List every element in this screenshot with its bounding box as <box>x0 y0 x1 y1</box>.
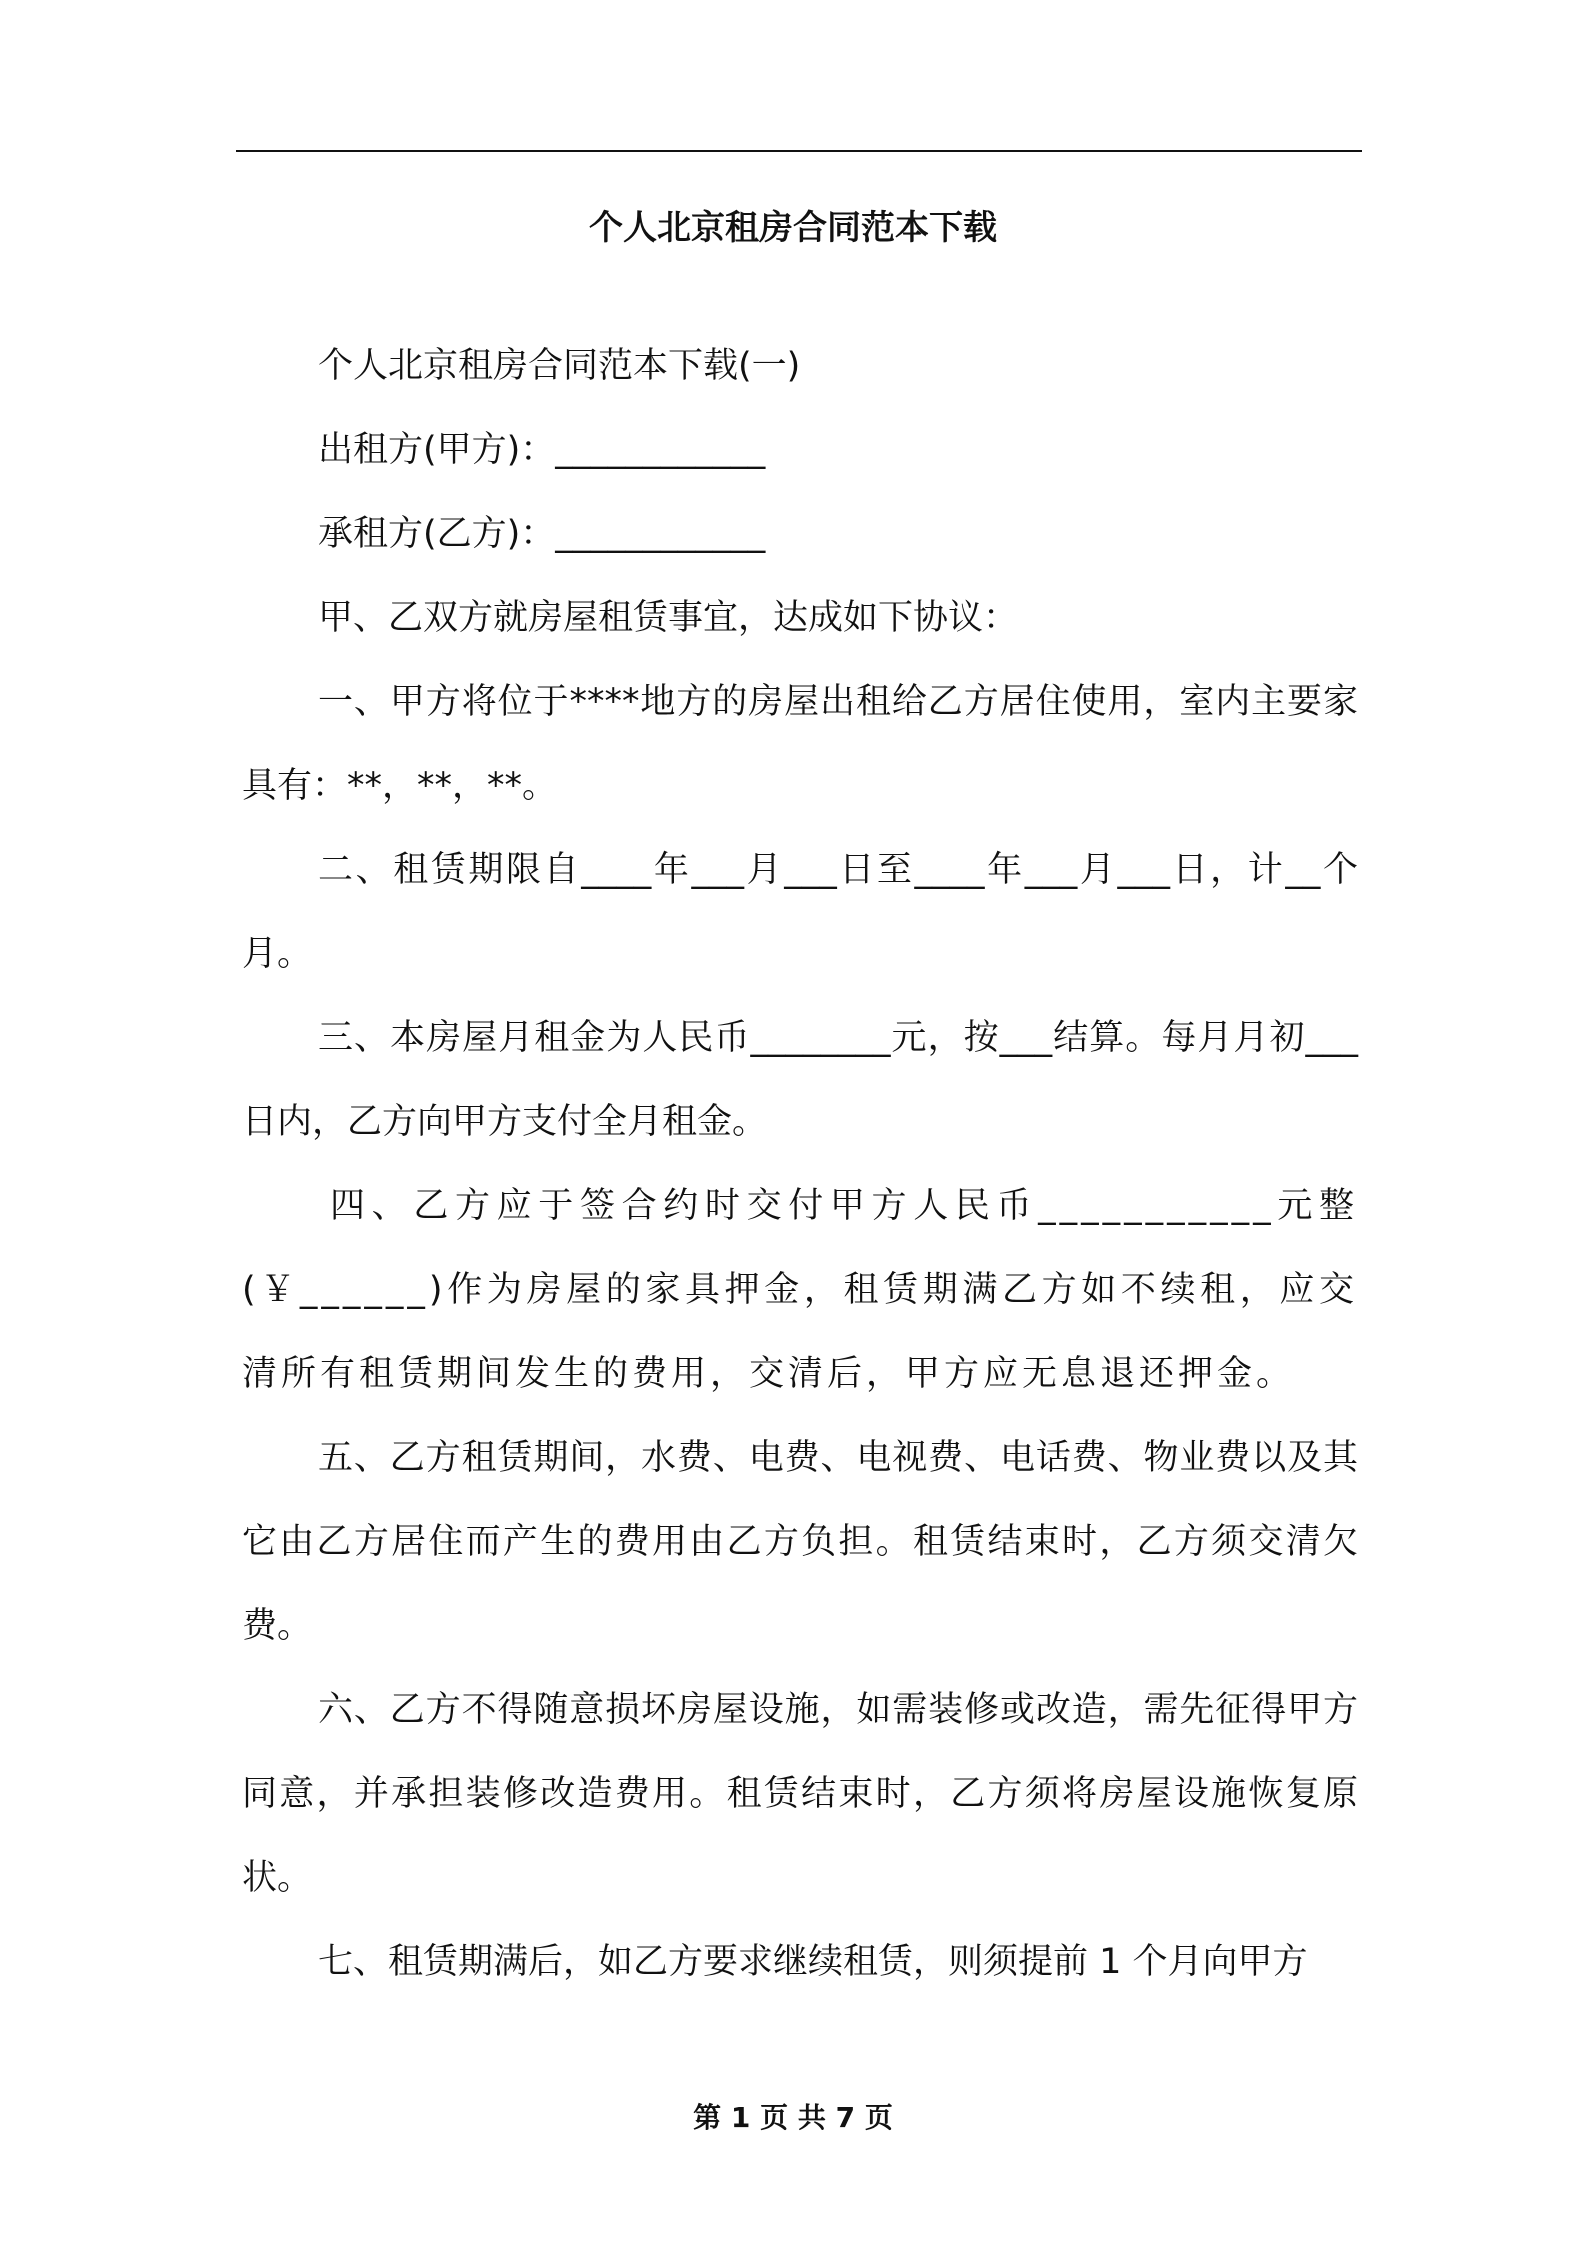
clause-5: 五、乙方租赁期间，水费、电费、电视费、电话费、物业费以及其它由乙方居住而产生的费用由乙方负担。租赁结束时，乙方须交清欠费。 <box>242 1438 1358 1646</box>
clause-1: 一、甲方将位于****地方的房屋出租给乙方居住使用，室内主要家具有：**，**，**。 <box>242 682 1358 806</box>
page-number-footer: 第 1 页 共 7 页 <box>693 2101 893 2134</box>
agreement-intro: 甲、乙双方就房屋租赁事宜，达成如下协议： <box>318 598 1019 638</box>
clause-7: 七、租赁期满后，如乙方要求继续租赁，则须提前 1 个月向甲方 <box>318 1942 1308 1982</box>
contract-subtitle: 个人北京租房合同范本下载(一) <box>318 346 801 386</box>
document-title: 个人北京租房合同范本下载 <box>589 208 997 248</box>
lessor-line: 出租方(甲方)：____________ <box>318 430 766 470</box>
document-body <box>242 324 1358 2004</box>
clause-4: 四、乙方应于签合约时交付甲方人民币___________元整(￥______)作为房屋的家具押金，租赁期满乙方如不续租，应交清所有租赁期间发生的费用，交清后，甲方应无息退还押金。 <box>242 1186 1358 1394</box>
clause-6: 六、乙方不得随意损坏房屋设施，如需装修或改造，需先征得甲方同意，并承担装修改造费用。租赁结束时，乙方须将房屋设施恢复原状。 <box>242 1690 1358 1898</box>
clause-3: 三、本房屋月租金为人民币________元，按___结算。每月月初___日内，乙方向甲方支付全月租金。 <box>242 1018 1358 1142</box>
header-rule <box>236 150 1362 152</box>
lessee-line: 承租方(乙方)：____________ <box>318 514 766 554</box>
clause-2: 二、租赁期限自____年___月___日至____年___月___日，计__个月。 <box>242 850 1358 974</box>
